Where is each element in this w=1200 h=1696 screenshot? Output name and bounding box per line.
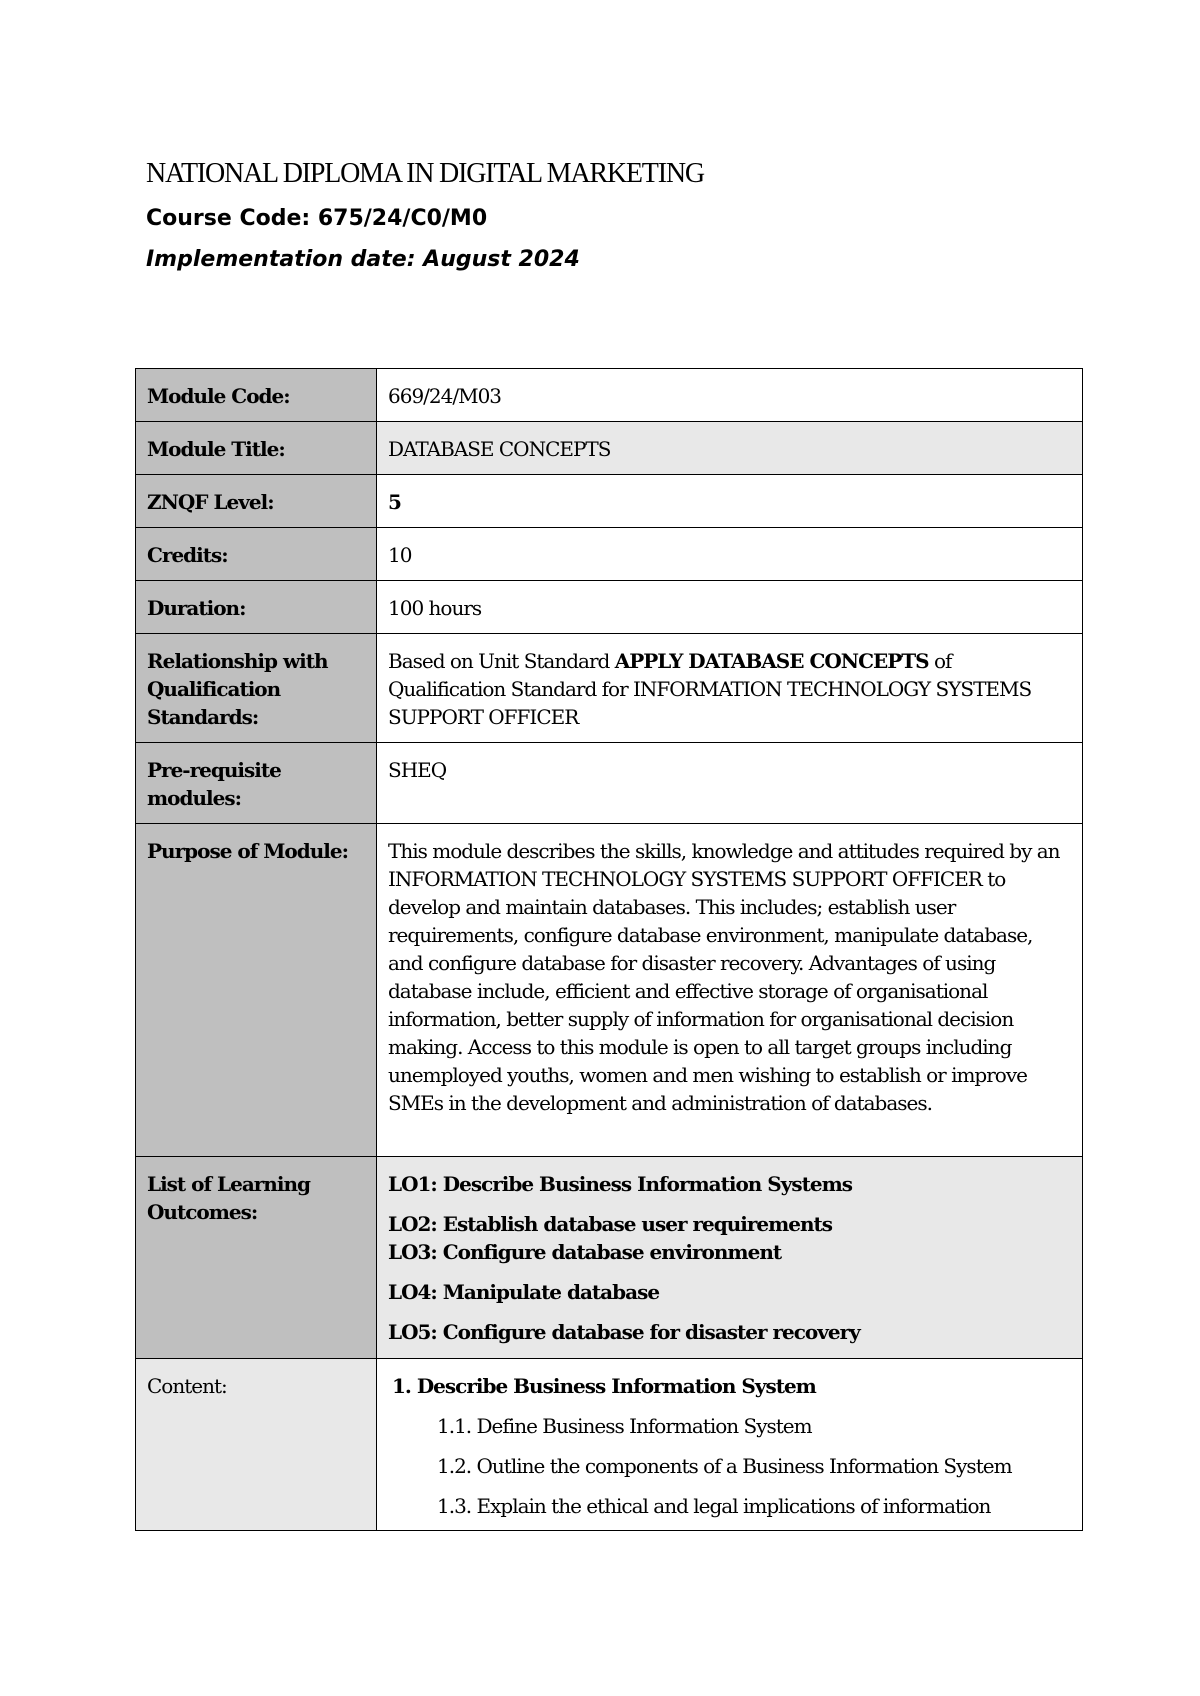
content-heading: 1. Describe Business Information System (392, 1374, 816, 1398)
unit-standard-name: APPLY DATABASE CONCEPTS (614, 649, 929, 673)
content-item: 1.1. Define Business Information System (437, 1414, 812, 1438)
row-content (136, 1359, 1083, 1531)
row-prerequisite (136, 743, 1083, 824)
prerequisite-label: Pre-requisite modules: (136, 743, 377, 824)
content-item: 1.2. Outline the components of a Business Information System (437, 1454, 1012, 1478)
module-title-value: DATABASE CONCEPTS (377, 422, 1083, 475)
duration-value: 100 hours (377, 581, 1083, 634)
learning-outcomes-label: List of Learning Outcomes: (136, 1157, 377, 1359)
row-credits (136, 528, 1083, 581)
row-module-code (136, 369, 1083, 422)
relationship-value (377, 634, 1083, 743)
row-module-title (136, 422, 1083, 475)
row-duration (136, 581, 1083, 634)
row-learning-outcomes (136, 1157, 1083, 1359)
learning-outcome-item: LO3: Configure database environment (388, 1240, 782, 1264)
page-title: NATIONAL DIPLOMA IN DIGITAL MARKETING (146, 158, 704, 189)
learning-outcome-item: LO1: Describe Business Information Systems (388, 1172, 852, 1196)
credits-label: Credits: (136, 528, 377, 581)
learning-outcome-item: LO4: Manipulate database (388, 1280, 660, 1304)
znqf-level-value: 5 (377, 475, 1083, 528)
prerequisite-value: SHEQ (377, 743, 1083, 824)
purpose-label: Purpose of Module: (136, 824, 377, 1157)
content-item: 1.3. Explain the ethical and legal implications of information (437, 1494, 991, 1518)
znqf-level-label: ZNQF Level: (136, 475, 377, 528)
learning-outcome-item: LO5: Configure database for disaster recovery (388, 1320, 860, 1344)
relationship-prefix: Based on Unit Standard (388, 649, 615, 673)
relationship-label: Relationship with Qualification Standards: (136, 634, 377, 743)
implementation-date: Implementation date: August 2024 (146, 247, 580, 272)
relationship-suffix: of Qualification Standard for INFORMATION TECHNOLOGY SYSTEMS SUPPORT OFFICER (388, 649, 1032, 729)
content-value (377, 1359, 1083, 1531)
row-purpose (136, 824, 1083, 1157)
row-relationship (136, 634, 1083, 743)
module-table (135, 368, 1083, 1531)
module-title-label: Module Title: (136, 422, 377, 475)
duration-label: Duration: (136, 581, 377, 634)
content-label: Content: (136, 1359, 377, 1531)
module-code-value: 669/24/M03 (377, 369, 1083, 422)
module-code-label: Module Code: (136, 369, 377, 422)
learning-outcome-item: LO2: Establish database user requirements (388, 1212, 833, 1236)
row-znqf-level (136, 475, 1083, 528)
purpose-value: This module describes the skills, knowledge and attitudes required by an INFORMATION TECHNOLOGY SYSTEMS SUPPORT OFFICER to develop and maintain databases. This includes; establish user requirements, configure database environment, manipulate database, and configure database for disaster recovery. Advantages of using database include, efficient and effective storage of organisational information, better supply of information for organisational decision making. Access to this module is open to all target groups including unemployed youths, women and men wishing to establish or improve SMEs in the development and administration of databases. (377, 824, 1083, 1157)
course-code: Course Code: 675/24/C0/M0 (146, 206, 488, 231)
learning-outcomes-value (377, 1157, 1083, 1359)
content-list (388, 1372, 1072, 1520)
credits-value: 10 (377, 528, 1083, 581)
